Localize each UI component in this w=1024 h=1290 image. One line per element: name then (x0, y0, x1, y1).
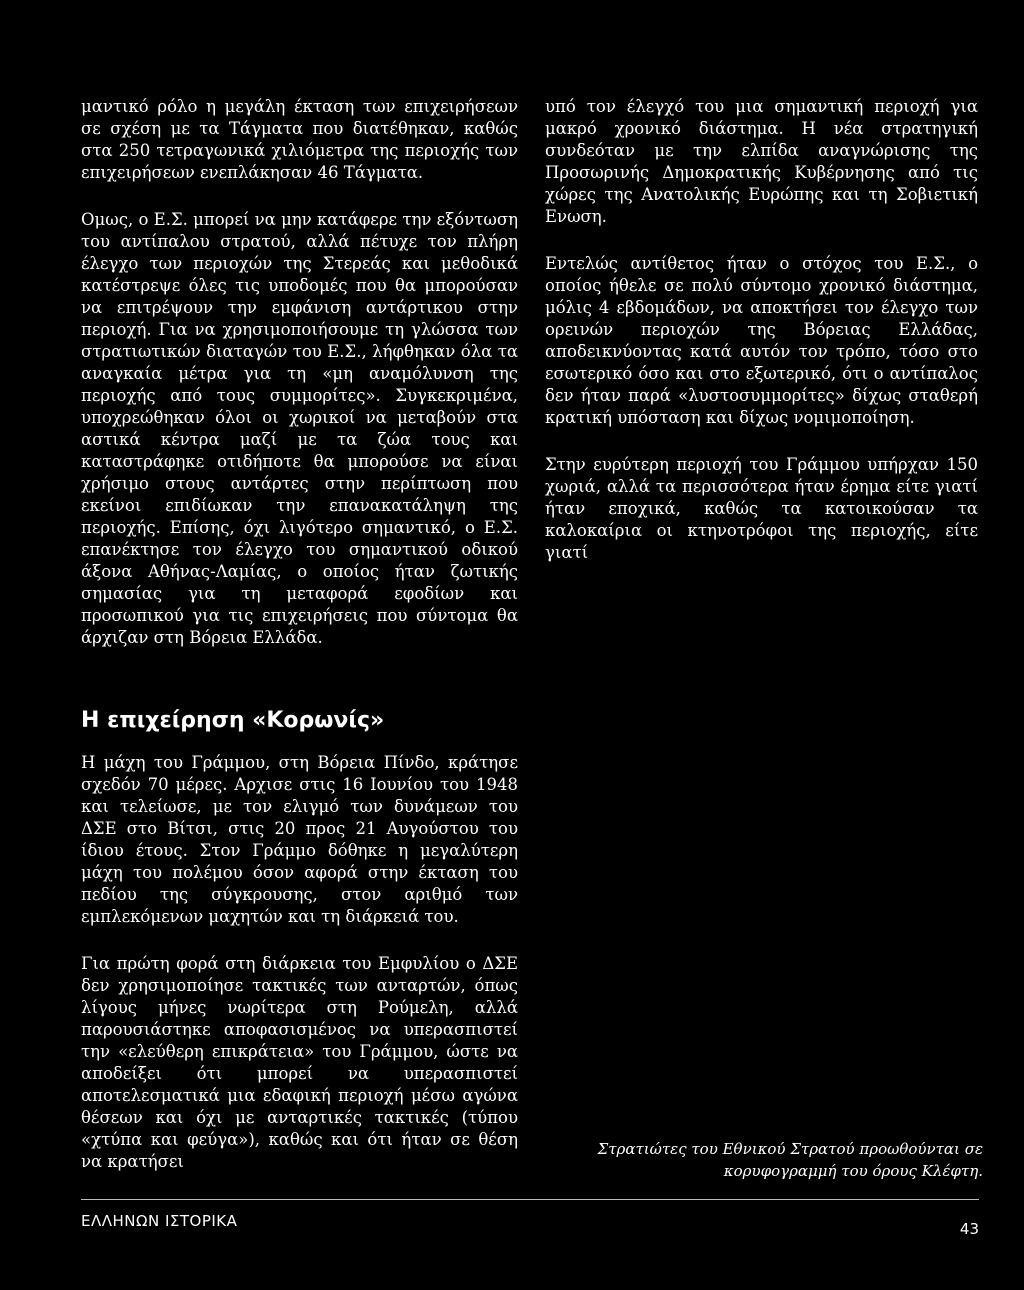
publication-name: ΕΛΛΗΝΩΝ ΙΣΤΟΡΙΚΑ (81, 1212, 238, 1230)
section-paragraph-2: Για πρώτη φορά στη διάρκεια του Εμφυλίου ο ΔΣΕ δεν χρησιμοποίησε τακτικές των ανταρτών, όπως λίγους μήνες νωρίτερα στη Ρούμελη, αλλά παρουσιάστηκε αποφασισμένος να υπερασπιστεί την «ελεύθερη επικράτεια» του Γράμμου, ώστε να αποδείξει ότι μπορεί να υπερασπιστεί αποτελεσματικά μια εδαφική περιοχή μέσω αγώνα θέσεων και όχι με ανταρτικές τακτικές (τύπου «χτύπα και φεύγα»), καθώς και ότι ήταν σε θέση να κρατήσει (81, 954, 518, 1171)
footer-divider (81, 1199, 979, 1200)
left-column (81, 96, 518, 674)
right-paragraph-3: Στην ευρύτερη περιοχή του Γράμμου υπήρχαν 150 χωριά, αλλά τα περισσότερα ήταν έρημα είτε γιατί ήταν εποχικά, καθώς τα κατοικούσαν τα καλοκαίρια οι κτηνοτρόφοι της περιοχής, είτε γιατί (545, 455, 978, 562)
section-paragraph-1: Η μάχη του Γράμμου, στη Βόρεια Πίνδο, κράτησε σχεδόν 70 μέρες. Αρχισε στις 16 Ιουνίου του 1948 και τελείωσε, με τον ελιγμό των δυνάμεων του ΔΣΕ στο Βίτσι, στις 20 προς 21 Αυγούστου του ίδιου έτους. Στον Γράμμο δόθηκε η μεγαλύτερη μάχη του πολέμου όσον αφορά στην έκταση του πεδίου της σύγκρουσης, στον αριθμό των εμπλεκόμενων μαχητών και τη διάρκειά του. (81, 753, 518, 926)
left-paragraph-2: Ομως, ο Ε.Σ. μπορεί να μην κατάφερε την εξόντωση του αντίπαλου στρατού, αλλά πέτυχε τον πλήρη έλεγχο των περιοχών της Στερεάς και μεθοδικά κατέστρεψε όλες τις υποδομές που θα μπορούσαν να επιτρέψουν την εμφάνιση αντάρτικου στην περιοχή. Για να χρησιμοποιήσουμε τη γλώσσα των στρατιωτικών διαταγών του Ε.Σ., λήφθηκαν όλα τα αναγκαία μέτρα για τη «μη αναμόλυνση της περιοχής από τους συμμορίτες». Συγκεκριμένα, υποχρεώθηκαν όλοι οι χωρικοί να μεταβούν στα αστικά κέντρα μαζί με τα ζώα τους και καταστράφηκε οτιδήποτε θα μπορούσε να είναι χρήσιμο στους αντάρτες στην περίπτωση που εκείνοι επιδίωκαν την επανακατάληψη της περιοχής. Επίσης, όχι λιγότερο σημαντικό, ο Ε.Σ. επανέκτησε τον έλεγχο του σημαντικού οδικού άξονα Αθήνας-Λαμίας, ο οποίος ήταν ζωτικής σημασίας για τη μεταφορά εφοδίων και προσωπικού για τις επιχειρήσεις που σύντομα θα άρχιζαν στη Βόρεια Ελλάδα. (81, 210, 518, 647)
section-heading: Η επιχείρηση «Κορωνίς» (81, 708, 385, 733)
section-body (81, 752, 518, 1198)
right-column (545, 96, 978, 589)
right-paragraph-1: υπό τον έλεγχό του μια σημαντική περιοχή για μακρό χρονικό διάστημα. Η νέα στρατηγική συνδεόταν με την ελπίδα αναγνώρισης της Προσωρινής Δημοκρατικής Κυβέρνησης από τις χώρες της Ανατολικής Ευρώπης και τη Σοβιετική Ενωση. (545, 97, 978, 226)
photo-caption: Στρατιώτες του Εθνικού Στρατού προωθούνται σε κορυφογραμμή του όρους Κλέφτη. (597, 1140, 983, 1180)
page-number: 43 (959, 1220, 979, 1238)
right-paragraph-2: Εντελώς αντίθετος ήταν ο στόχος του Ε.Σ., ο οποίος ήθελε σε πολύ σύντομο χρονικό διάστημα, μόλις 4 εβδομάδων, να αποκτήσει τον έλεγχο των ορεινών περιοχών της Βόρειας Ελλάδας, αποδεικνύοντας κατά αυτόν τον τρόπο, τόσο στο εσωτερικό όσο και στο εξωτερικό, ότι ο αντίπαλος δεν ήταν παρά «λυστοσυμμορίτες» δίχως σταθερή κρατική υπόσταση και δίχως νομιμοποίηση. (545, 254, 978, 427)
left-paragraph-1: μαντικό ρόλο η μεγάλη έκταση των επιχειρήσεων σε σχέση με τα Τάγματα που διατέθηκαν, καθώς στα 250 τετραγωνικά χιλιόμετρα της περιοχής των επιχειρήσεων ενεπλάκησαν 46 Τάγματα. (81, 97, 518, 182)
